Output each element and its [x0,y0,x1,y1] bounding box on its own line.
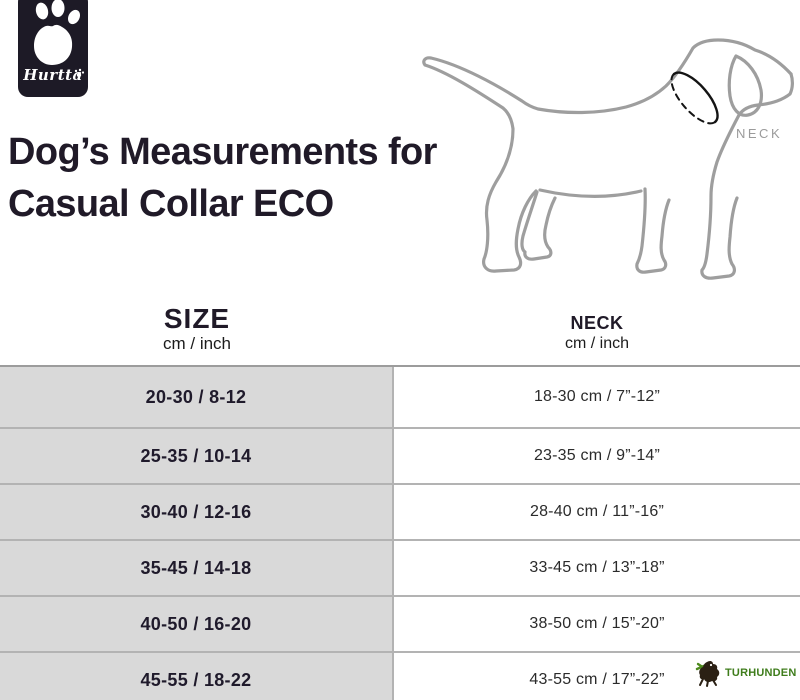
dog-body-outline [424,40,791,271]
table-row [0,597,800,653]
size-cell: 30-40 / 12-16 [0,485,394,539]
title-line1: Dog’s Measurements for [8,131,437,173]
neck-cell: 43-55 cm / 17”-22” [394,653,800,700]
neck-column-header [394,313,800,353]
dog-belly-line [540,190,641,197]
size-header-label: SIZE [163,303,231,334]
table-row [0,429,800,485]
dog-outline-illustration [400,0,800,300]
table-row [0,653,800,700]
size-cell: 40-50 / 16-20 [0,597,394,651]
page-title [8,126,437,230]
turhunden-watermark [694,658,796,688]
size-table [0,365,800,700]
size-header-unit: cm / inch [162,334,232,353]
size-cell: 45-55 / 18-22 [0,653,394,700]
table-row [0,367,800,429]
size-cell: 25-35 / 10-14 [0,429,394,483]
collar-measure-back-arc [672,74,715,123]
title-line2: Casual Collar ECO [8,183,334,225]
neck-measure-label: NECK [736,126,783,141]
neck-header-label: NECK [570,313,624,333]
neck-cell: 28-40 cm / 11”-16” [394,485,800,539]
watermark-label: TURHUNDEN [725,667,797,679]
neck-cell: 18-30 cm / 7”-12” [394,367,800,427]
table-row [0,485,800,541]
collar-measure-front-arc [674,73,717,122]
size-column-header [0,303,394,353]
table-row [0,541,800,597]
hurtta-logo [18,0,88,97]
neck-header-unit: cm / inch [564,335,629,352]
size-cell: 35-45 / 14-18 [0,541,394,595]
neck-cell: 23-35 cm / 9”-14” [394,429,800,483]
turhunden-dog-icon [694,658,724,688]
neck-cell: 38-50 cm / 15”-20” [394,597,800,651]
hurtta-wordmark: Hurtta [23,66,83,84]
dog-far-front-leg [637,189,669,272]
size-cell: 20-30 / 8-12 [0,367,394,427]
neck-cell: 33-45 cm / 13”-18” [394,541,800,595]
